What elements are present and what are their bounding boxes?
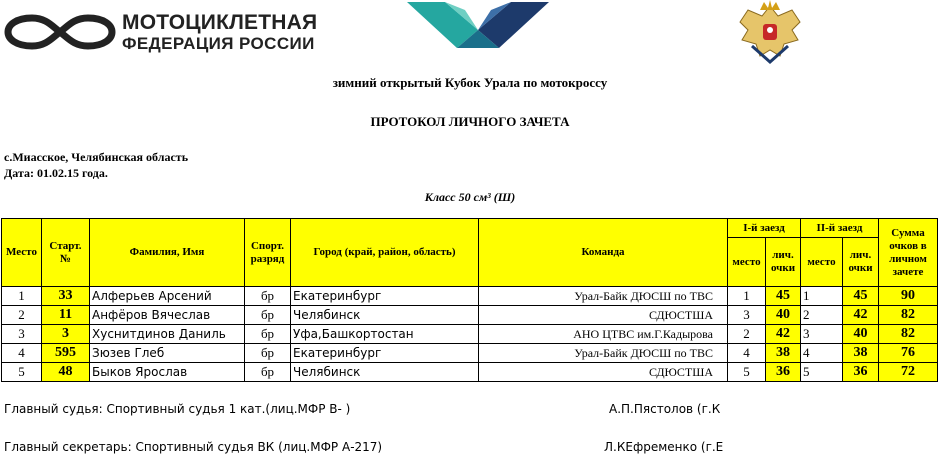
header-city: Город (край, район, область) bbox=[291, 219, 479, 287]
header-race1-place: место bbox=[728, 238, 766, 287]
chief-judge-line: Главный судья: Спортивный судья 1 кат.(лиц.МФР В- ) bbox=[4, 402, 351, 416]
header-name: Фамилия, Имя bbox=[90, 219, 245, 287]
cell-race1-place: 4 bbox=[728, 344, 766, 363]
protocol-title: ПРОТОКОЛ ЛИЧНОГО ЗАЧЕТА bbox=[370, 114, 570, 129]
table-row bbox=[2, 363, 938, 382]
header-start-number: Старт. № bbox=[42, 219, 90, 287]
cell-team: СДЮСТША bbox=[479, 306, 728, 325]
cell-race1-points: 38 bbox=[766, 344, 801, 363]
header-place: Место bbox=[2, 219, 42, 287]
cell-rank: бр bbox=[245, 363, 291, 382]
event-date: Дата: 01.02.15 года. bbox=[4, 166, 108, 180]
header-rank: Спорт. разряд bbox=[245, 219, 291, 287]
cell-race2-points: 40 bbox=[843, 325, 879, 344]
logo-line2: ФЕДЕРАЦИЯ РОССИИ bbox=[122, 34, 315, 53]
cell-name: Зюзев Глеб bbox=[90, 344, 245, 363]
header-race2-place: место bbox=[801, 238, 843, 287]
cell-race2-place: 3 bbox=[801, 325, 843, 344]
cell-race1-points: 42 bbox=[766, 325, 801, 344]
cell-race1-place: 3 bbox=[728, 306, 766, 325]
chief-secretary-name: Л.КЕфременко (г.Е bbox=[604, 440, 724, 454]
table-row bbox=[2, 306, 938, 325]
chief-judge-name: А.П.Пястолов (г.К bbox=[609, 402, 721, 416]
header-race2-points: лич. очки bbox=[843, 238, 879, 287]
cell-city: Челябинск bbox=[291, 363, 479, 382]
cell-start-number: 48 bbox=[42, 363, 90, 382]
cell-race2-place: 1 bbox=[801, 287, 843, 306]
cell-place: 2 bbox=[2, 306, 42, 325]
cell-total: 72 bbox=[879, 363, 938, 382]
logo-line1: МОТОЦИКЛЕТНАЯ bbox=[122, 11, 318, 34]
cell-race2-place: 5 bbox=[801, 363, 843, 382]
header-team: Команда bbox=[479, 219, 728, 287]
table-row bbox=[2, 344, 938, 363]
cell-race2-points: 36 bbox=[843, 363, 879, 382]
cell-place: 5 bbox=[2, 363, 42, 382]
cell-race1-points: 45 bbox=[766, 287, 801, 306]
chief-secretary-line: Главный секретарь: Спортивный судья ВК (лиц.МФР А-217) bbox=[4, 440, 383, 454]
cell-name: Быков Ярослав bbox=[90, 363, 245, 382]
cell-name: Хуснитдинов Даниль bbox=[90, 325, 245, 344]
cell-start-number: 33 bbox=[42, 287, 90, 306]
cell-team: Урал-Байк ДЮСШ по ТВС bbox=[479, 287, 728, 306]
cell-team: СДЮСТША bbox=[479, 363, 728, 382]
cell-place: 1 bbox=[2, 287, 42, 306]
cell-race2-points: 38 bbox=[843, 344, 879, 363]
cup-logo-icon bbox=[405, 0, 551, 50]
cell-rank: бр bbox=[245, 344, 291, 363]
cell-race2-place: 4 bbox=[801, 344, 843, 363]
cell-race2-points: 42 bbox=[843, 306, 879, 325]
coat-of-arms-icon bbox=[734, 0, 806, 64]
cell-name: Алферьев Арсений bbox=[90, 287, 245, 306]
cell-race1-place: 1 bbox=[728, 287, 766, 306]
cell-city: Уфа,Башкортостан bbox=[291, 325, 479, 344]
class-label: Класс 50 см³ (Ш) bbox=[424, 190, 516, 204]
cell-city: Челябинск bbox=[291, 306, 479, 325]
header-race1: I-й заезд bbox=[728, 219, 801, 238]
cell-name: Анфёров Вячеслав bbox=[90, 306, 245, 325]
cell-race1-place: 5 bbox=[728, 363, 766, 382]
cell-race2-place: 2 bbox=[801, 306, 843, 325]
cell-race1-points: 36 bbox=[766, 363, 801, 382]
cell-race2-points: 45 bbox=[843, 287, 879, 306]
mfr-logo bbox=[4, 10, 334, 54]
table-row bbox=[2, 287, 938, 306]
cell-total: 76 bbox=[879, 344, 938, 363]
page-title: зимний открытый Кубок Урала по мотокроссу bbox=[332, 75, 608, 90]
results-table bbox=[1, 218, 938, 382]
cell-team: АНО ЦТВС им.Г.Кадырова bbox=[479, 325, 728, 344]
cell-city: Екатеринбург bbox=[291, 287, 479, 306]
cell-rank: бр bbox=[245, 306, 291, 325]
cell-place: 3 bbox=[2, 325, 42, 344]
cell-total: 82 bbox=[879, 325, 938, 344]
cell-start-number: 595 bbox=[42, 344, 90, 363]
cell-total: 82 bbox=[879, 306, 938, 325]
cell-start-number: 3 bbox=[42, 325, 90, 344]
event-place: с.Миасское, Челябинская область bbox=[4, 150, 189, 164]
header-total: Сумма очков в личном зачете bbox=[879, 219, 938, 287]
cell-rank: бр bbox=[245, 325, 291, 344]
table-row bbox=[2, 325, 938, 344]
header-race2: II-й заезд bbox=[801, 219, 879, 238]
cell-rank: бр bbox=[245, 287, 291, 306]
cell-total: 90 bbox=[879, 287, 938, 306]
header-race1-points: лич. очки bbox=[766, 238, 801, 287]
cell-city: Екатеринбург bbox=[291, 344, 479, 363]
cell-place: 4 bbox=[2, 344, 42, 363]
cell-race1-points: 40 bbox=[766, 306, 801, 325]
header bbox=[0, 0, 940, 68]
cell-team: Урал-Байк ДЮСШ по ТВС bbox=[479, 344, 728, 363]
mfr-infinity-icon bbox=[4, 12, 116, 52]
cell-start-number: 11 bbox=[42, 306, 90, 325]
cell-race1-place: 2 bbox=[728, 325, 766, 344]
